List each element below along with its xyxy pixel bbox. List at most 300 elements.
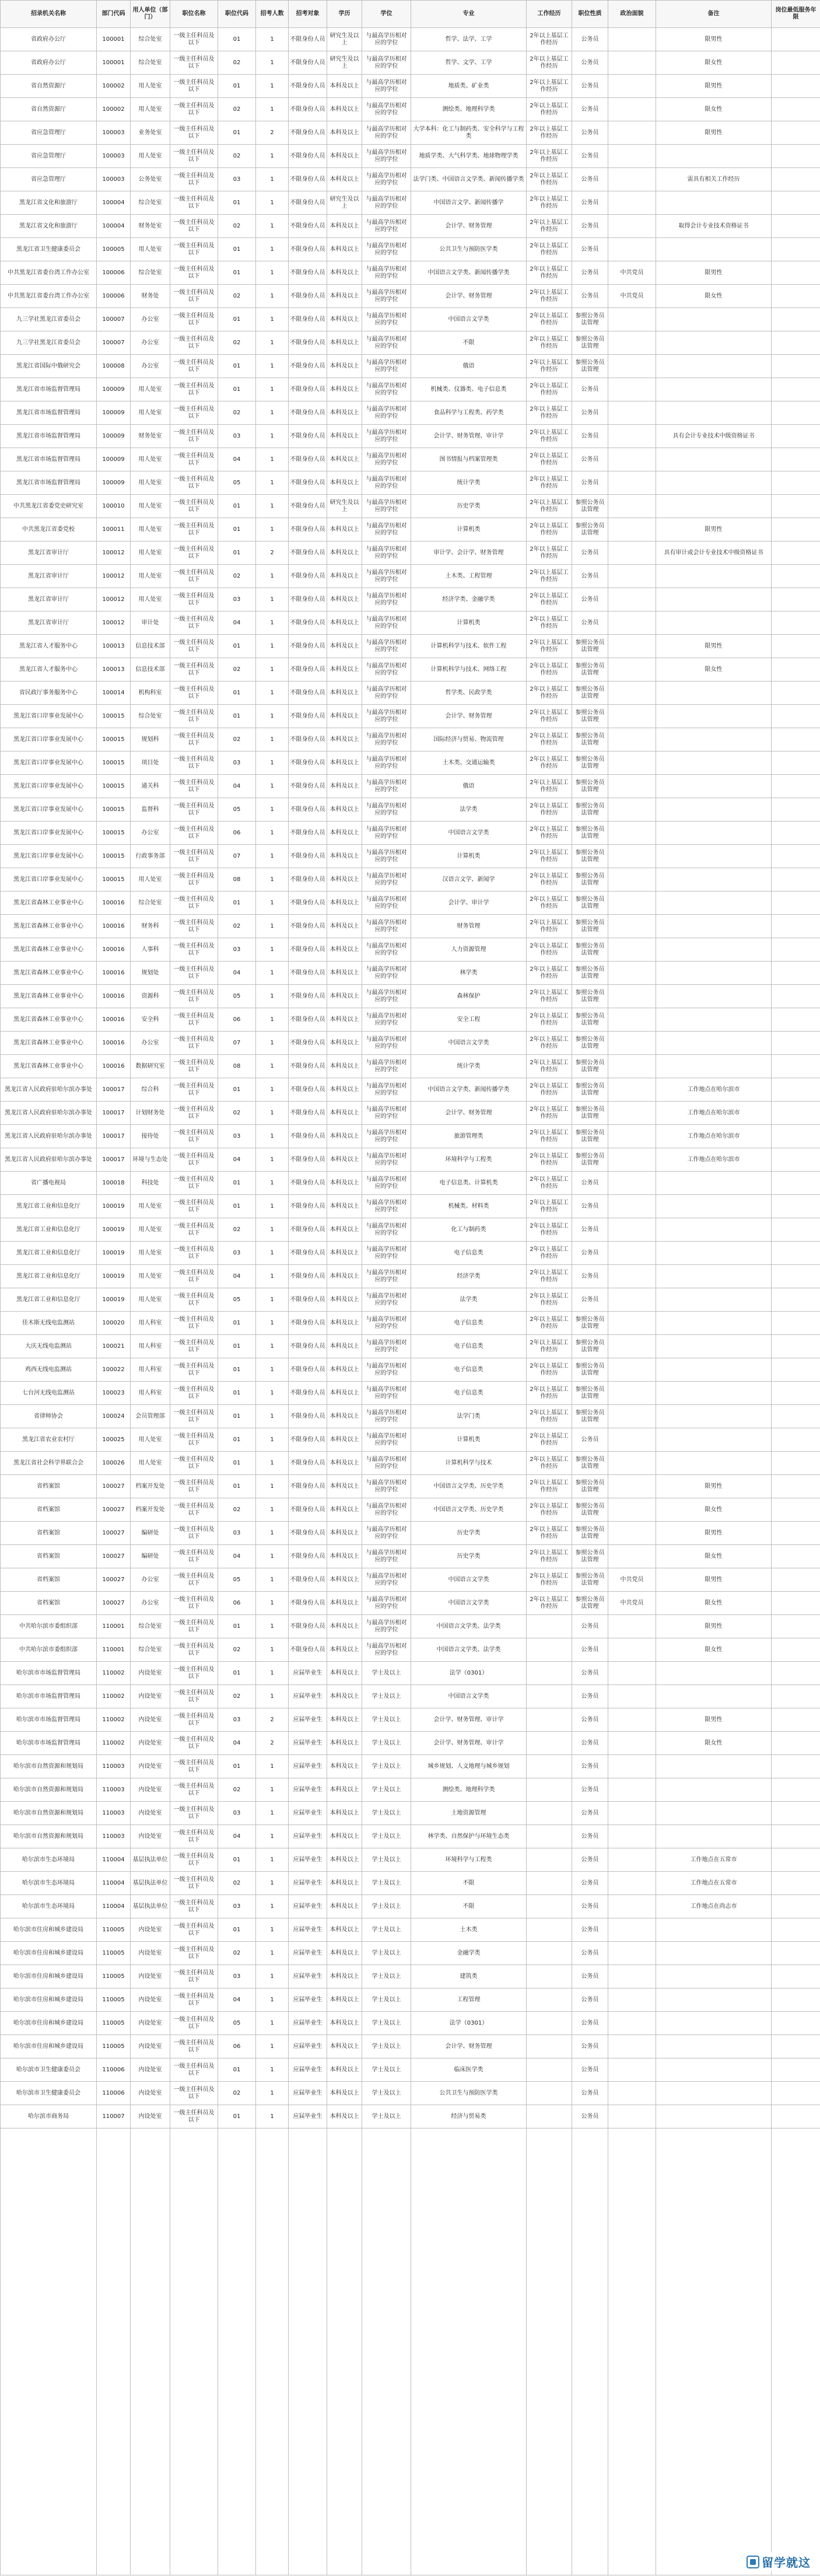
table-cell	[656, 1288, 772, 1312]
table-row	[1, 938, 820, 962]
table-cell: 哈尔滨市住房和城乡建设局	[1, 1942, 97, 1965]
table-cell	[527, 1685, 572, 1708]
table-cell: 一级主任科员及以下	[170, 121, 218, 145]
table-cell	[772, 868, 820, 892]
table-cell: 01	[218, 1358, 256, 1382]
table-cell: 具有会计专业技术中级资格证书	[656, 425, 772, 448]
table-cell: 黑龙江省口岸事业发展中心	[1, 868, 97, 892]
table-cell: 03	[218, 168, 256, 191]
table-cell: 参照公务员法管理	[572, 1335, 608, 1358]
table-cell	[608, 1615, 656, 1638]
table-cell: 1	[256, 658, 289, 681]
table-cell: 110005	[97, 1942, 131, 1965]
table-cell: 中共黑龙江省委党史研究室	[1, 495, 97, 518]
table-cell	[772, 28, 820, 51]
table-row	[1, 1172, 820, 1195]
table-cell: 01	[218, 892, 256, 915]
table-cell: 用人处室	[131, 588, 170, 611]
table-cell	[527, 1802, 572, 1825]
table-cell: 2年以上基层工作经历	[527, 822, 572, 845]
table-cell: 一级主任科员及以下	[170, 1498, 218, 1522]
table-cell	[656, 2082, 772, 2105]
table-cell: 佳木斯无线电监测站	[1, 1312, 97, 1335]
table-cell: 02	[218, 565, 256, 588]
table-cell: 本科及以上	[327, 845, 362, 868]
table-row	[1, 518, 820, 541]
table-cell	[772, 1942, 820, 1965]
table-cell	[608, 238, 656, 261]
table-cell: 本科及以上	[327, 1942, 362, 1965]
table-row	[1, 1102, 820, 1125]
table-cell: 一级主任科员及以下	[170, 1078, 218, 1102]
table-cell	[772, 1008, 820, 1032]
table-cell: 接待处	[131, 1125, 170, 1148]
table-cell: 100002	[97, 75, 131, 98]
table-cell: 04	[218, 1265, 256, 1288]
table-cell: 2年以上基层工作经历	[527, 1405, 572, 1428]
table-cell	[656, 938, 772, 962]
table-cell: 一级主任科员及以下	[170, 1522, 218, 1545]
table-cell: 公务员	[572, 75, 608, 98]
table-cell: 与最高学历相对应的学位	[362, 1242, 411, 1265]
table-cell	[608, 1965, 656, 1988]
table-cell: 与最高学历相对应的学位	[362, 238, 411, 261]
table-cell	[608, 1918, 656, 1942]
table-cell: 一级主任科员及以下	[170, 1988, 218, 2012]
table-cell	[527, 1895, 572, 1918]
table-cell: 公务员	[572, 1638, 608, 1662]
table-cell: 省自然资源厅	[1, 98, 97, 121]
column-header: 职位代码	[218, 1, 256, 28]
table-cell: 110003	[97, 1778, 131, 1802]
table-cell: 财务管理	[411, 915, 527, 938]
table-cell: 省档案馆	[1, 1568, 97, 1592]
table-cell: 公务员	[572, 1848, 608, 1872]
table-cell: 100010	[97, 495, 131, 518]
table-cell: 建筑类	[411, 1965, 527, 1988]
table-cell	[656, 1685, 772, 1708]
table-row	[1, 1802, 820, 1825]
table-cell	[772, 1872, 820, 1895]
table-cell: 110004	[97, 1895, 131, 1918]
table-cell: 2年以上基层工作经历	[527, 1242, 572, 1265]
table-cell	[656, 401, 772, 425]
table-cell: 中国语言文学类	[411, 1032, 527, 1055]
table-cell: 01	[218, 1662, 256, 1685]
table-cell	[772, 1102, 820, 1125]
table-cell: 学士及以上	[362, 1685, 411, 1708]
table-cell: 不限身份人员	[289, 75, 327, 98]
table-cell: 限男性	[656, 1522, 772, 1545]
table-cell: 用人处室	[131, 518, 170, 541]
table-cell: 本科及以上	[327, 1662, 362, 1685]
table-cell: 化工与制药类	[411, 1218, 527, 1242]
table-cell: 一级主任科员及以下	[170, 261, 218, 285]
table-cell: 100005	[97, 238, 131, 261]
table-cell: 一级主任科员及以下	[170, 681, 218, 705]
table-cell: 用人处室	[131, 565, 170, 588]
table-cell: 1	[256, 1358, 289, 1382]
table-cell: 黑龙江省口岸事业发展中心	[1, 822, 97, 845]
table-cell: 中国语言文学类	[411, 1568, 527, 1592]
table-cell	[656, 822, 772, 845]
table-cell: 不限身份人员	[289, 1078, 327, 1102]
table-cell: 一级主任科员及以下	[170, 1638, 218, 1662]
table-cell: 一级主任科员及以下	[170, 1405, 218, 1428]
table-cell: 06	[218, 1592, 256, 1615]
table-cell: 100016	[97, 1008, 131, 1032]
table-cell	[527, 1662, 572, 1685]
table-cell	[772, 1288, 820, 1312]
table-cell	[527, 2035, 572, 2058]
table-cell: 100019	[97, 1288, 131, 1312]
table-cell: 不限身份人员	[289, 1148, 327, 1172]
table-cell: 黑龙江省森林工业事业中心	[1, 985, 97, 1008]
table-cell: 一级主任科员及以下	[170, 1778, 218, 1802]
table-cell: 2年以上基层工作经历	[527, 962, 572, 985]
table-cell	[772, 1965, 820, 1988]
table-cell: 经济学类、金融学类	[411, 588, 527, 611]
table-cell: 内设处室	[131, 1825, 170, 1848]
table-row	[1, 471, 820, 495]
table-cell	[608, 2012, 656, 2035]
table-cell	[656, 355, 772, 378]
table-cell: 02	[218, 1498, 256, 1522]
table-cell: 工作地点在哈尔滨市	[656, 1148, 772, 1172]
table-cell: 一级主任科员及以下	[170, 308, 218, 331]
table-cell: 与最高学历相对应的学位	[362, 658, 411, 681]
table-cell: 与最高学历相对应的学位	[362, 1382, 411, 1405]
table-cell: 1	[256, 822, 289, 845]
table-cell: 参照公务员法管理	[572, 658, 608, 681]
table-cell: 限男性	[656, 1568, 772, 1592]
table-cell: 中共黑龙江省委党校	[1, 518, 97, 541]
table-row	[1, 985, 820, 1008]
table-cell	[772, 238, 820, 261]
table-cell: 会计学、财务管理	[411, 285, 527, 308]
column-header: 招录机关名称	[1, 1, 97, 28]
table-cell: 本科及以上	[327, 1498, 362, 1522]
table-cell	[772, 1568, 820, 1592]
table-cell: 与最高学历相对应的学位	[362, 1032, 411, 1055]
table-cell	[772, 1662, 820, 1685]
table-cell: 学士及以上	[362, 1732, 411, 1755]
table-row	[1, 565, 820, 588]
table-cell: 财务处	[131, 285, 170, 308]
table-cell	[656, 915, 772, 938]
table-cell: 2年以上基层工作经历	[527, 1475, 572, 1498]
table-cell	[608, 2105, 656, 2128]
table-cell: 2年以上基层工作经历	[527, 1428, 572, 1452]
table-cell: 100017	[97, 1102, 131, 1125]
table-cell: 100027	[97, 1592, 131, 1615]
table-cell: 不限身份人员	[289, 868, 327, 892]
table-cell: 本科及以上	[327, 75, 362, 98]
table-cell: 综合处室	[131, 1615, 170, 1638]
table-cell: 参照公务员法管理	[572, 518, 608, 541]
table-cell: 一级主任科员及以下	[170, 238, 218, 261]
table-cell: 中国语言文学类、历史学类	[411, 1498, 527, 1522]
table-cell: 2年以上基层工作经历	[527, 1288, 572, 1312]
table-cell: 工作地点在五常市	[656, 1872, 772, 1895]
table-cell: 110005	[97, 1965, 131, 1988]
table-cell: 公务员	[572, 261, 608, 285]
table-cell: 与最高学历相对应的学位	[362, 1405, 411, 1428]
table-cell	[608, 1195, 656, 1218]
table-cell: 本科及以上	[327, 98, 362, 121]
table-cell: 100012	[97, 565, 131, 588]
table-cell	[608, 2082, 656, 2105]
table-cell: 一级主任科员及以下	[170, 658, 218, 681]
table-cell: 哈尔滨市住房和城乡建设局	[1, 2012, 97, 2035]
table-row	[1, 2012, 820, 2035]
table-cell: 中共哈尔滨市委组织部	[1, 1615, 97, 1638]
table-cell	[656, 1265, 772, 1288]
table-cell	[772, 611, 820, 635]
table-row	[1, 915, 820, 938]
table-cell: 限男性	[656, 261, 772, 285]
table-cell: 公务员	[572, 541, 608, 565]
table-cell: 黑龙江省市场监督管理局	[1, 471, 97, 495]
table-cell	[527, 2105, 572, 2128]
table-cell: 限女性	[656, 98, 772, 121]
table-cell	[608, 798, 656, 822]
table-cell: 用人处室	[131, 1265, 170, 1288]
table-cell	[772, 1032, 820, 1055]
table-cell: 省档案馆	[1, 1592, 97, 1615]
table-cell: 哈尔滨市生态环境局	[1, 1848, 97, 1872]
table-cell	[656, 1755, 772, 1778]
table-cell: 与最高学历相对应的学位	[362, 1428, 411, 1452]
table-cell: 02	[218, 1218, 256, 1242]
table-cell	[772, 728, 820, 752]
table-cell: 1	[256, 355, 289, 378]
table-cell	[527, 1825, 572, 1848]
table-cell: 公务员	[572, 191, 608, 215]
table-cell: 黑龙江省工业和信息化厅	[1, 1195, 97, 1218]
table-cell: 内设处室	[131, 1685, 170, 1708]
table-cell	[608, 868, 656, 892]
table-row	[1, 611, 820, 635]
table-cell	[772, 1358, 820, 1382]
table-cell: 与最高学历相对应的学位	[362, 915, 411, 938]
table-cell: 与最高学历相对应的学位	[362, 705, 411, 728]
table-cell	[608, 1032, 656, 1055]
table-cell: 一级主任科员及以下	[170, 2082, 218, 2105]
table-cell: 2年以上基层工作经历	[527, 215, 572, 238]
table-cell: 公务员	[572, 1872, 608, 1895]
table-cell: 中国语言文学、新闻传播学	[411, 191, 527, 215]
table-cell	[608, 1078, 656, 1102]
table-cell: 2年以上基层工作经历	[527, 705, 572, 728]
table-row	[1, 285, 820, 308]
table-cell	[772, 1918, 820, 1942]
table-cell: 一级主任科员及以下	[170, 1592, 218, 1615]
table-cell	[772, 121, 820, 145]
table-cell: 黑龙江省森林工业事业中心	[1, 915, 97, 938]
table-row	[1, 1592, 820, 1615]
table-cell: 与最高学历相对应的学位	[362, 752, 411, 775]
table-row	[1, 51, 820, 75]
table-cell	[772, 2058, 820, 2082]
table-cell: 监督科	[131, 798, 170, 822]
table-cell	[772, 2105, 820, 2128]
table-cell: 本科及以上	[327, 1335, 362, 1358]
table-cell: 本科及以上	[327, 1405, 362, 1428]
table-cell	[608, 308, 656, 331]
table-cell: 档案开发处	[131, 1475, 170, 1498]
table-cell: 02	[218, 401, 256, 425]
table-cell: 与最高学历相对应的学位	[362, 1615, 411, 1638]
table-cell: 01	[218, 1335, 256, 1358]
table-cell: 不限身份人员	[289, 121, 327, 145]
table-cell: 不限身份人员	[289, 1125, 327, 1148]
table-cell: 行政事务部	[131, 845, 170, 868]
table-cell: 人事科	[131, 938, 170, 962]
table-cell: 2年以上基层工作经历	[527, 775, 572, 798]
table-cell: 一级主任科员及以下	[170, 1428, 218, 1452]
table-cell	[572, 2128, 608, 2575]
table-cell: 不限身份人员	[289, 705, 327, 728]
table-cell: 工作地点在尚志市	[656, 1895, 772, 1918]
table-cell: 档案开发处	[131, 1498, 170, 1522]
table-cell: 参照公务员法管理	[572, 1522, 608, 1545]
table-cell: 2年以上基层工作经历	[527, 1102, 572, 1125]
table-cell: 本科及以上	[327, 2058, 362, 2082]
table-cell: 一级主任科员及以下	[170, 705, 218, 728]
table-cell: 一级主任科员及以下	[170, 28, 218, 51]
table-cell: 1	[256, 1685, 289, 1708]
table-cell: 05	[218, 2012, 256, 2035]
table-cell: 1	[256, 845, 289, 868]
table-cell	[608, 1708, 656, 1732]
table-cell: 需具有相关工作经历	[656, 168, 772, 191]
table-cell: 本科及以上	[327, 658, 362, 681]
table-cell: 计算机科学与技术、网络工程	[411, 658, 527, 681]
table-cell: 与最高学历相对应的学位	[362, 1592, 411, 1615]
column-header: 招考对象	[289, 1, 327, 28]
table-cell: 黑龙江省文化和旅游厅	[1, 215, 97, 238]
table-cell: 05	[218, 798, 256, 822]
table-cell: 100015	[97, 728, 131, 752]
table-cell: 限女性	[656, 1498, 772, 1522]
table-cell	[608, 495, 656, 518]
table-cell: 限女性	[656, 51, 772, 75]
table-row	[1, 1452, 820, 1475]
table-cell: 100008	[97, 355, 131, 378]
table-cell: 本科及以上	[327, 285, 362, 308]
table-row	[1, 1848, 820, 1872]
table-cell: 本科及以上	[327, 355, 362, 378]
table-row	[1, 1288, 820, 1312]
table-cell: 财务处室	[131, 425, 170, 448]
table-cell: 综合处室	[131, 705, 170, 728]
table-cell: 与最高学历相对应的学位	[362, 588, 411, 611]
table-cell: 本科及以上	[327, 1148, 362, 1172]
table-cell: 土木类	[411, 1918, 527, 1942]
table-cell: 公务员	[572, 1615, 608, 1638]
table-row	[1, 1685, 820, 1708]
table-row	[1, 1125, 820, 1148]
table-cell: 哈尔滨市卫生健康委员会	[1, 2058, 97, 2082]
table-cell: 参照公务员法管理	[572, 705, 608, 728]
table-cell: 一级主任科员及以下	[170, 191, 218, 215]
table-cell: 2年以上基层工作经历	[527, 308, 572, 331]
table-cell: 100020	[97, 1312, 131, 1335]
table-cell	[656, 1405, 772, 1428]
table-cell: 一级主任科员及以下	[170, 2035, 218, 2058]
table-cell: 不限身份人员	[289, 495, 327, 518]
table-cell	[527, 2012, 572, 2035]
column-header: 学位	[362, 1, 411, 28]
table-cell	[772, 1545, 820, 1568]
table-cell: 不限身份人员	[289, 541, 327, 565]
table-cell: 学士及以上	[362, 1778, 411, 1802]
table-cell: 1	[256, 728, 289, 752]
table-cell: 与最高学历相对应的学位	[362, 1148, 411, 1172]
table-cell: 本科及以上	[327, 1638, 362, 1662]
table-cell: 2	[256, 121, 289, 145]
table-cell: 不限身份人员	[289, 752, 327, 775]
table-cell	[656, 1452, 772, 1475]
table-cell: 综合处室	[131, 1638, 170, 1662]
table-cell: 限男性	[656, 75, 772, 98]
table-cell: 与最高学历相对应的学位	[362, 1522, 411, 1545]
table-cell: 哈尔滨市自然资源和规划局	[1, 1755, 97, 1778]
table-cell	[656, 1242, 772, 1265]
table-cell: 1	[256, 2035, 289, 2058]
table-cell: 本科及以上	[327, 2012, 362, 2035]
table-cell: 测绘类、地理科学类	[411, 1778, 527, 1802]
table-cell: 不限	[411, 1895, 527, 1918]
table-cell: 2年以上基层工作经历	[527, 1218, 572, 1242]
table-cell: 不限	[411, 1872, 527, 1895]
table-cell: 参照公务员法管理	[572, 308, 608, 331]
table-cell: 一级主任科员及以下	[170, 635, 218, 658]
table-cell	[608, 168, 656, 191]
table-cell: 不限身份人员	[289, 1195, 327, 1218]
table-cell	[656, 611, 772, 635]
table-cell: 1	[256, 168, 289, 191]
table-cell: 黑龙江省人民政府驻哈尔滨办事处	[1, 1148, 97, 1172]
table-cell	[131, 2128, 170, 2575]
table-cell: 01	[218, 2105, 256, 2128]
table-cell: 100015	[97, 705, 131, 728]
table-cell: 公务员	[572, 1988, 608, 2012]
table-cell: 黑龙江省工业和信息化厅	[1, 1265, 97, 1288]
table-cell: 省自然资源厅	[1, 75, 97, 98]
table-cell: 内设处室	[131, 2035, 170, 2058]
table-cell: 03	[218, 1708, 256, 1732]
table-cell: 与最高学历相对应的学位	[362, 1008, 411, 1032]
table-cell: 本科及以上	[327, 892, 362, 915]
table-cell	[608, 915, 656, 938]
table-cell	[656, 1965, 772, 1988]
table-cell: 一级主任科员及以下	[170, 145, 218, 168]
table-cell	[608, 1172, 656, 1195]
table-cell: 九三学社黑龙江省委员会	[1, 331, 97, 355]
table-cell	[656, 752, 772, 775]
table-cell: 用人科室	[131, 1312, 170, 1335]
table-cell: 公务员	[572, 285, 608, 308]
table-cell: 不限身份人员	[289, 1545, 327, 1568]
table-cell: 图书情报与档案管理类	[411, 448, 527, 471]
table-cell	[656, 2012, 772, 2035]
table-cell: 2年以上基层工作经历	[527, 238, 572, 261]
table-cell: 林学类	[411, 962, 527, 985]
table-cell: 1	[256, 1545, 289, 1568]
table-cell: 哲学、文学、工学	[411, 51, 527, 75]
